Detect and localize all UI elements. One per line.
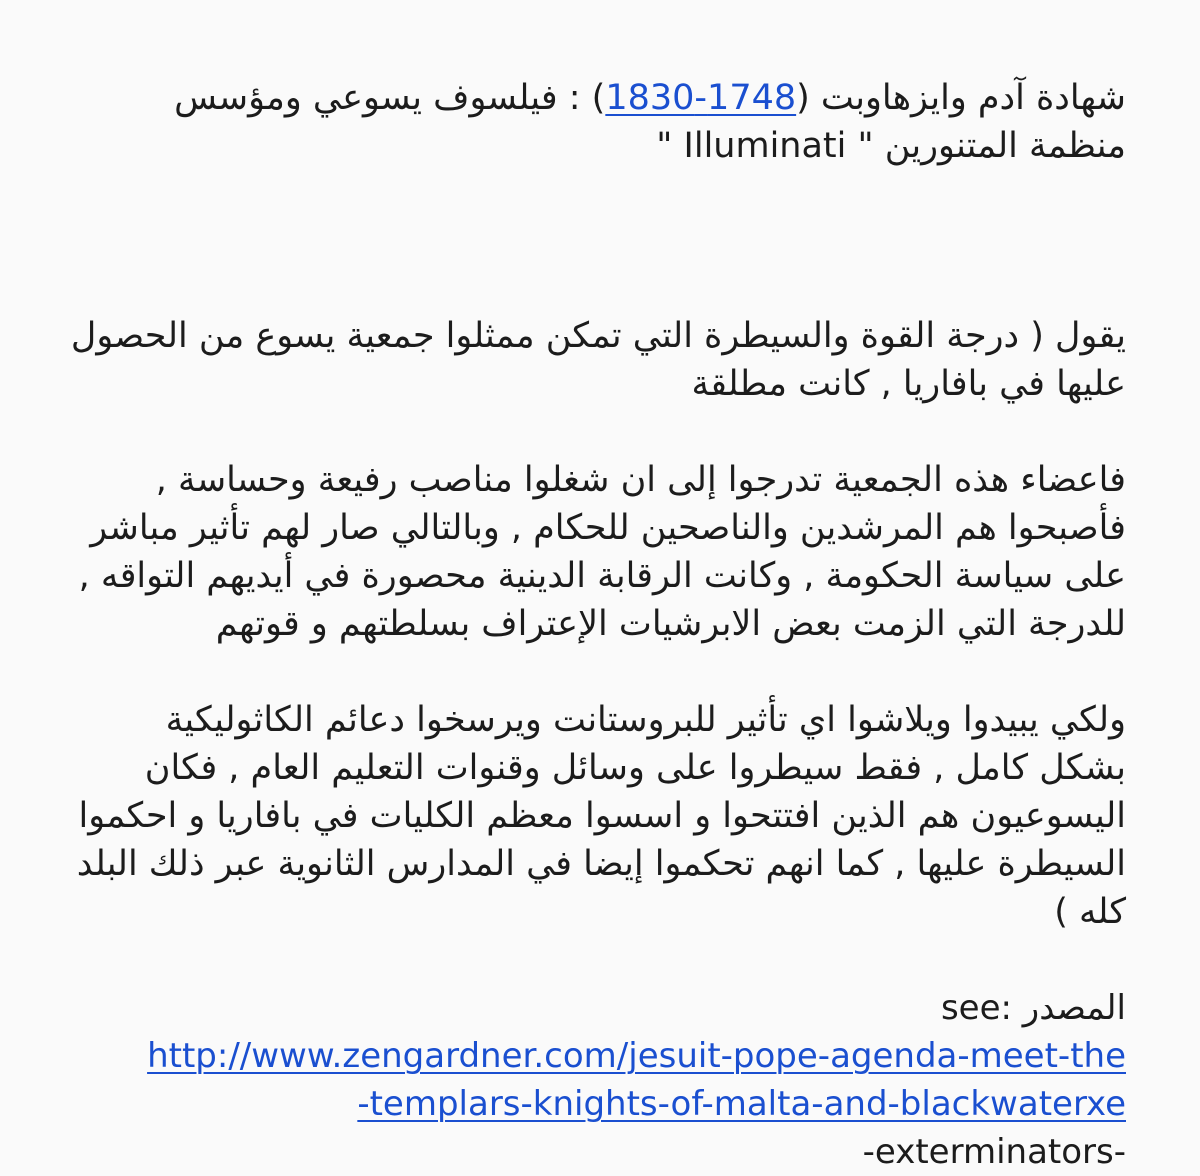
years-link[interactable]: 1748-1830 [605,78,797,118]
source-tail: -exterminators- [862,1132,1126,1172]
heading-suffix: ) : فيلسوف يسوعي ومؤسس منظمة المتنورين " Illuminati " [174,78,1126,166]
source-label: المصدر :see [940,988,1126,1028]
paragraph-2: فاعضاء هذه الجمعية تدرجوا إلى ان شغلوا مناصب رفيعة وحساسة , فأصبحوا هم المرشدين والناصحين للحكام , وبالتالي صار لهم تأثير مباشر على سياسة الحكومة , وكانت الرقابة الدينية محصورة في أيديهم التواقه , للدرجة التي الزمت بعض الابرشيات الإعتراف بسلطتهم و قوتهم [78,460,1126,644]
source-link-line-2: -templars-knights-of-malta-and-blackwaterxe [357,1084,1126,1124]
source-link[interactable] [70,1032,1126,1128]
source-link-line-1: http://www.zengardner.com/jesuit-pope-agenda-meet-the [147,1036,1126,1076]
article-heading [70,74,1126,170]
source-block [70,984,1126,1176]
article [70,74,1126,1176]
paragraph-1: يقول ( درجة القوة والسيطرة التي تمكن ممثلوا جمعية يسوع من الحصول عليها في بافاريا , كانت مطلقة [70,316,1126,404]
heading-prefix: شهادة آدم وايزهاوبت ( [796,78,1126,118]
paragraph-3: ولكي يبيدوا ويلاشوا اي تأثير للبروستانت ويرسخوا دعائم الكاثوليكية بشكل كامل , فقط سيطروا على وسائل وقنوات التعليم العام , فكان اليسوعيون هم الذين افتتحوا و اسسوا معظم الكليات في بافاريا و احكموا السيطرة عليها , كما انهم تحكموا إيضا في المدارس الثانوية عبر ذلك البلد كله ) [76,700,1126,932]
